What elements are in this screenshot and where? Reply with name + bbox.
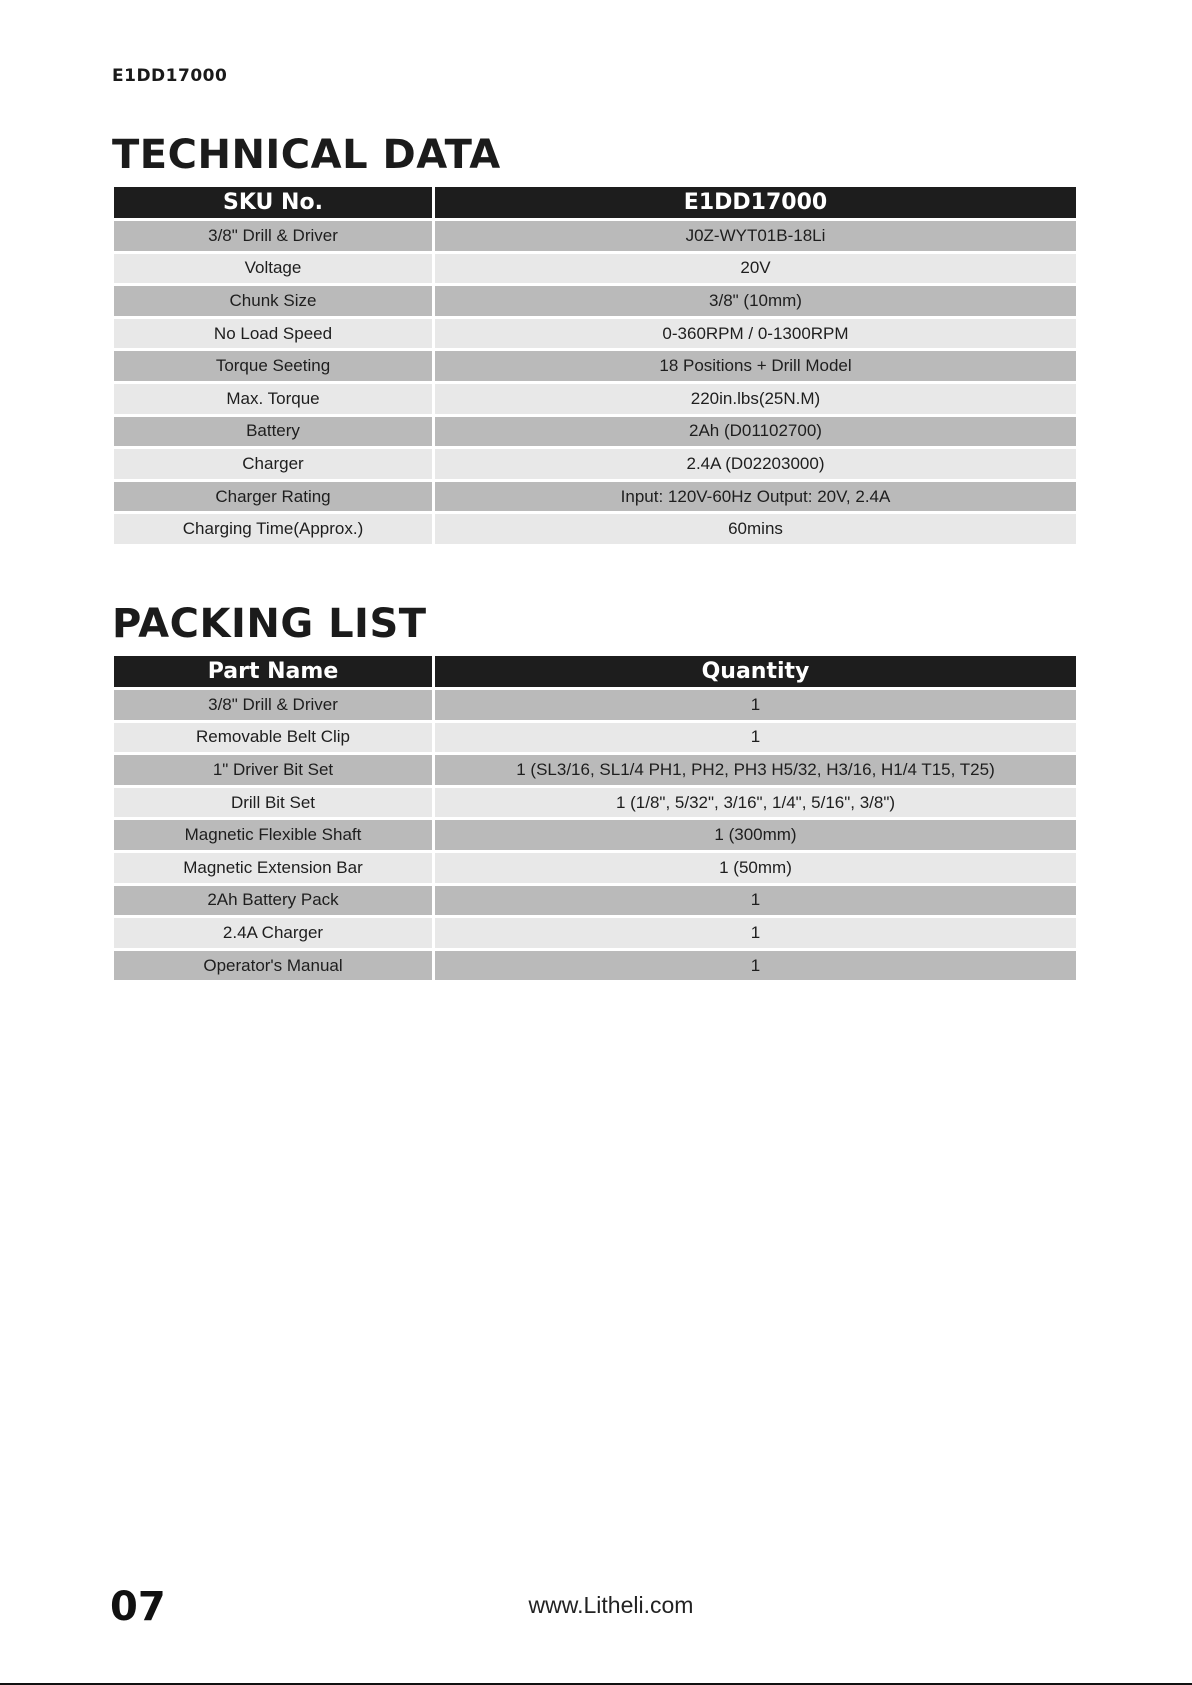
row-label: 3/8" Drill & Driver — [114, 221, 435, 251]
row-value: 1 — [435, 723, 1076, 753]
packing-list-body — [114, 690, 1076, 980]
table-row — [114, 384, 1076, 414]
website-url: www.Litheli.com — [528, 1592, 694, 1618]
table-row — [114, 886, 1076, 916]
row-label: 2.4A Charger — [114, 918, 435, 948]
table-row — [114, 221, 1076, 251]
row-value: 1 — [435, 918, 1076, 948]
row-label: 2Ah Battery Pack — [114, 886, 435, 916]
technical-data-body — [114, 221, 1076, 544]
table-row — [114, 853, 1076, 883]
table-row — [114, 482, 1076, 512]
page-number: 07 — [110, 1584, 166, 1630]
technical-data-title: TECHNICAL DATA — [112, 132, 501, 178]
row-value: 1 — [435, 951, 1076, 981]
row-value: J0Z-WYT01B-18Li — [435, 221, 1076, 251]
row-label: Max. Torque — [114, 384, 435, 414]
model-code: E1DD17000 — [112, 66, 228, 86]
row-label: Voltage — [114, 254, 435, 284]
table-row — [114, 788, 1076, 818]
table-row — [114, 449, 1076, 479]
column-header: E1DD17000 — [435, 187, 1076, 218]
table-row — [114, 254, 1076, 284]
row-label: Charging Time(Approx.) — [114, 514, 435, 544]
table-row — [114, 351, 1076, 381]
packing-list-title: PACKING LIST — [112, 601, 427, 647]
row-value: 1 (1/8", 5/32", 3/16", 1/4", 5/16", 3/8") — [435, 788, 1076, 818]
packing-list-table — [114, 653, 1076, 983]
table-row — [114, 723, 1076, 753]
row-value: 20V — [435, 254, 1076, 284]
table-row — [114, 319, 1076, 349]
row-value: 1 (SL3/16, SL1/4 PH1, PH2, PH3 H5/32, H3/16, H1/4 T15, T25) — [435, 755, 1076, 785]
row-label: Removable Belt Clip — [114, 723, 435, 753]
row-value: 2.4A (D02203000) — [435, 449, 1076, 479]
table-row — [114, 820, 1076, 850]
row-label: Charger — [114, 449, 435, 479]
row-label: 3/8" Drill & Driver — [114, 690, 435, 720]
row-label: Drill Bit Set — [114, 788, 435, 818]
row-value: 18 Positions + Drill Model — [435, 351, 1076, 381]
column-header: Quantity — [435, 656, 1076, 687]
row-label: Charger Rating — [114, 482, 435, 512]
row-value: 3/8" (10mm) — [435, 286, 1076, 316]
column-header: Part Name — [114, 656, 435, 687]
row-label: Battery — [114, 417, 435, 447]
row-label: 1" Driver Bit Set — [114, 755, 435, 785]
row-label: Chunk Size — [114, 286, 435, 316]
row-value: 220in.lbs(25N.M) — [435, 384, 1076, 414]
table-row — [114, 690, 1076, 720]
row-value: 1 (50mm) — [435, 853, 1076, 883]
row-label: Magnetic Extension Bar — [114, 853, 435, 883]
row-label: Operator's Manual — [114, 951, 435, 981]
row-label: No Load Speed — [114, 319, 435, 349]
row-label: Magnetic Flexible Shaft — [114, 820, 435, 850]
row-value: Input: 120V-60Hz Output: 20V, 2.4A — [435, 482, 1076, 512]
row-label: Torque Seeting — [114, 351, 435, 381]
row-value: 0-360RPM / 0-1300RPM — [435, 319, 1076, 349]
table-row — [114, 755, 1076, 785]
column-header: SKU No. — [114, 187, 435, 218]
table-row — [114, 951, 1076, 981]
table-header-row — [114, 187, 1076, 218]
row-value: 1 — [435, 690, 1076, 720]
row-value: 2Ah (D01102700) — [435, 417, 1076, 447]
table-row — [114, 918, 1076, 948]
row-value: 1 — [435, 886, 1076, 916]
table-header-row — [114, 656, 1076, 687]
technical-data-table — [114, 184, 1076, 547]
row-value: 60mins — [435, 514, 1076, 544]
table-row — [114, 417, 1076, 447]
row-value: 1 (300mm) — [435, 820, 1076, 850]
table-row — [114, 286, 1076, 316]
table-row — [114, 514, 1076, 544]
